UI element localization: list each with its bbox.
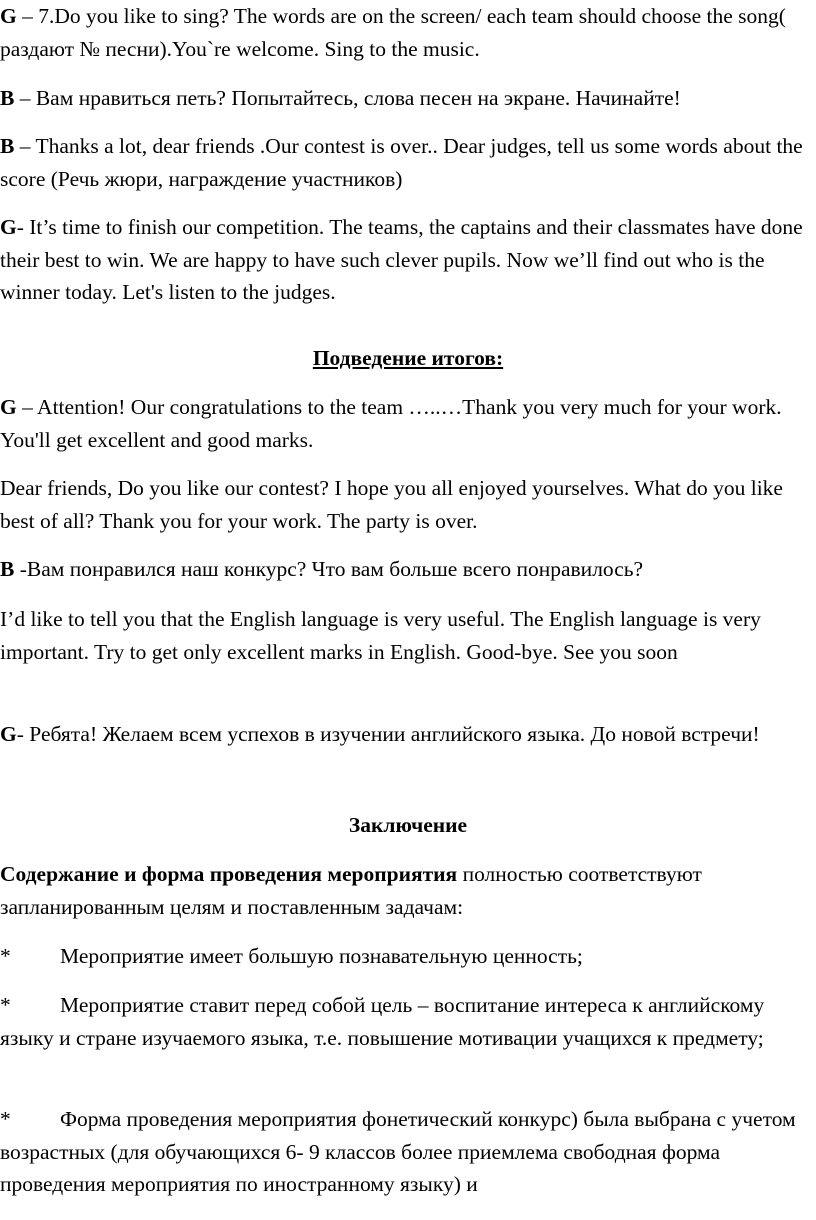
conclusion-intro [0,858,816,923]
bullet-text: Мероприятие имеет большую познавательную ценность; [60,944,583,968]
speaker-label: G [0,215,17,239]
conclusion-intro-bold: Содержание и форма проведения мероприятия [0,862,458,886]
dialogue-paragraph [0,603,816,668]
speaker-label: B [0,557,15,581]
paragraph-text: – 7.Do you like to sing? The words are on the screen/ each team should choose the song( раздают № песни).You`re welcome. Sing to the music. [0,4,786,61]
bullet-mark: * [0,993,11,1017]
speaker-label: G [0,722,17,746]
bullet-mark: * [0,1107,11,1131]
bullet-mark: * [0,944,11,968]
bullet-item [0,940,816,973]
bullet-item [0,989,816,1054]
paragraph-text: - Ребята! Желаем всем успехов в изучении английского языка. До новой встречи! [16,722,760,746]
paragraph-text: – Вам нравиться петь? Попытайтесь, слова песен на экране. Начинайте! [14,86,681,110]
dialogue-paragraph [0,391,816,456]
bullet-item [0,1103,816,1201]
dialogue-paragraph [0,553,816,586]
speaker-label: B [0,86,15,110]
dialogue-paragraph [0,130,816,195]
dialogue-paragraph [0,718,816,751]
paragraph-text: I’d like to tell you that the English language is very useful. The English language is very important. Try to get only excellent marks in English. Good-bye. See you soon [0,607,761,664]
dialogue-paragraph [0,472,816,537]
bullet-text: Мероприятие ставит перед собой цель – воспитание интереса к английскому языку и стране изучаемого языка, т.е. повышение мотивации учащихся к предмету; [0,993,765,1050]
paragraph-text: -Вам понравился наш конкурс? Что вам больше всего понравилось? [14,557,644,581]
speaker-label: B [0,134,15,158]
dialogue-paragraph [0,82,816,115]
speaker-label: G [0,395,17,419]
bullet-text: Форма проведения мероприятия фонетический конкурс) была выбрана с учетом возрастных (для обучающихся 6- 9 классов более приемлема свободная форма проведения мероприятия по иностранному языку) и [0,1107,796,1196]
conclusion-heading: Заключение [348,813,468,837]
paragraph-text: – Thanks a lot, dear friends .Our contest is over.. Dear judges, tell us some words about the score (Речь жюри, награждение участников) [0,134,803,191]
dialogue-paragraph [0,211,816,309]
summary-heading: Подведение итогов: [312,346,504,370]
conclusion-intro-text: полностью соответствуют запланированным целям и поставленным задачам: [0,862,702,919]
speaker-label: G [0,4,17,28]
paragraph-text: – Attention! Our congratulations to the team …..…Thank you very much for your work. You'll get excellent and good marks. [0,395,782,452]
paragraph-text: Dear friends, Do you like our contest? I hope you all enjoyed yourselves. What do you like best of all? Thank you for your work. The party is over. [0,476,783,533]
dialogue-paragraph [0,0,816,65]
paragraph-text: - It’s time to finish our competition. The teams, the captains and their classmates have done their best to win. We are happy to have such clever pupils. Now we’ll find out who is the winner today. Let's listen to the judges. [0,215,803,304]
